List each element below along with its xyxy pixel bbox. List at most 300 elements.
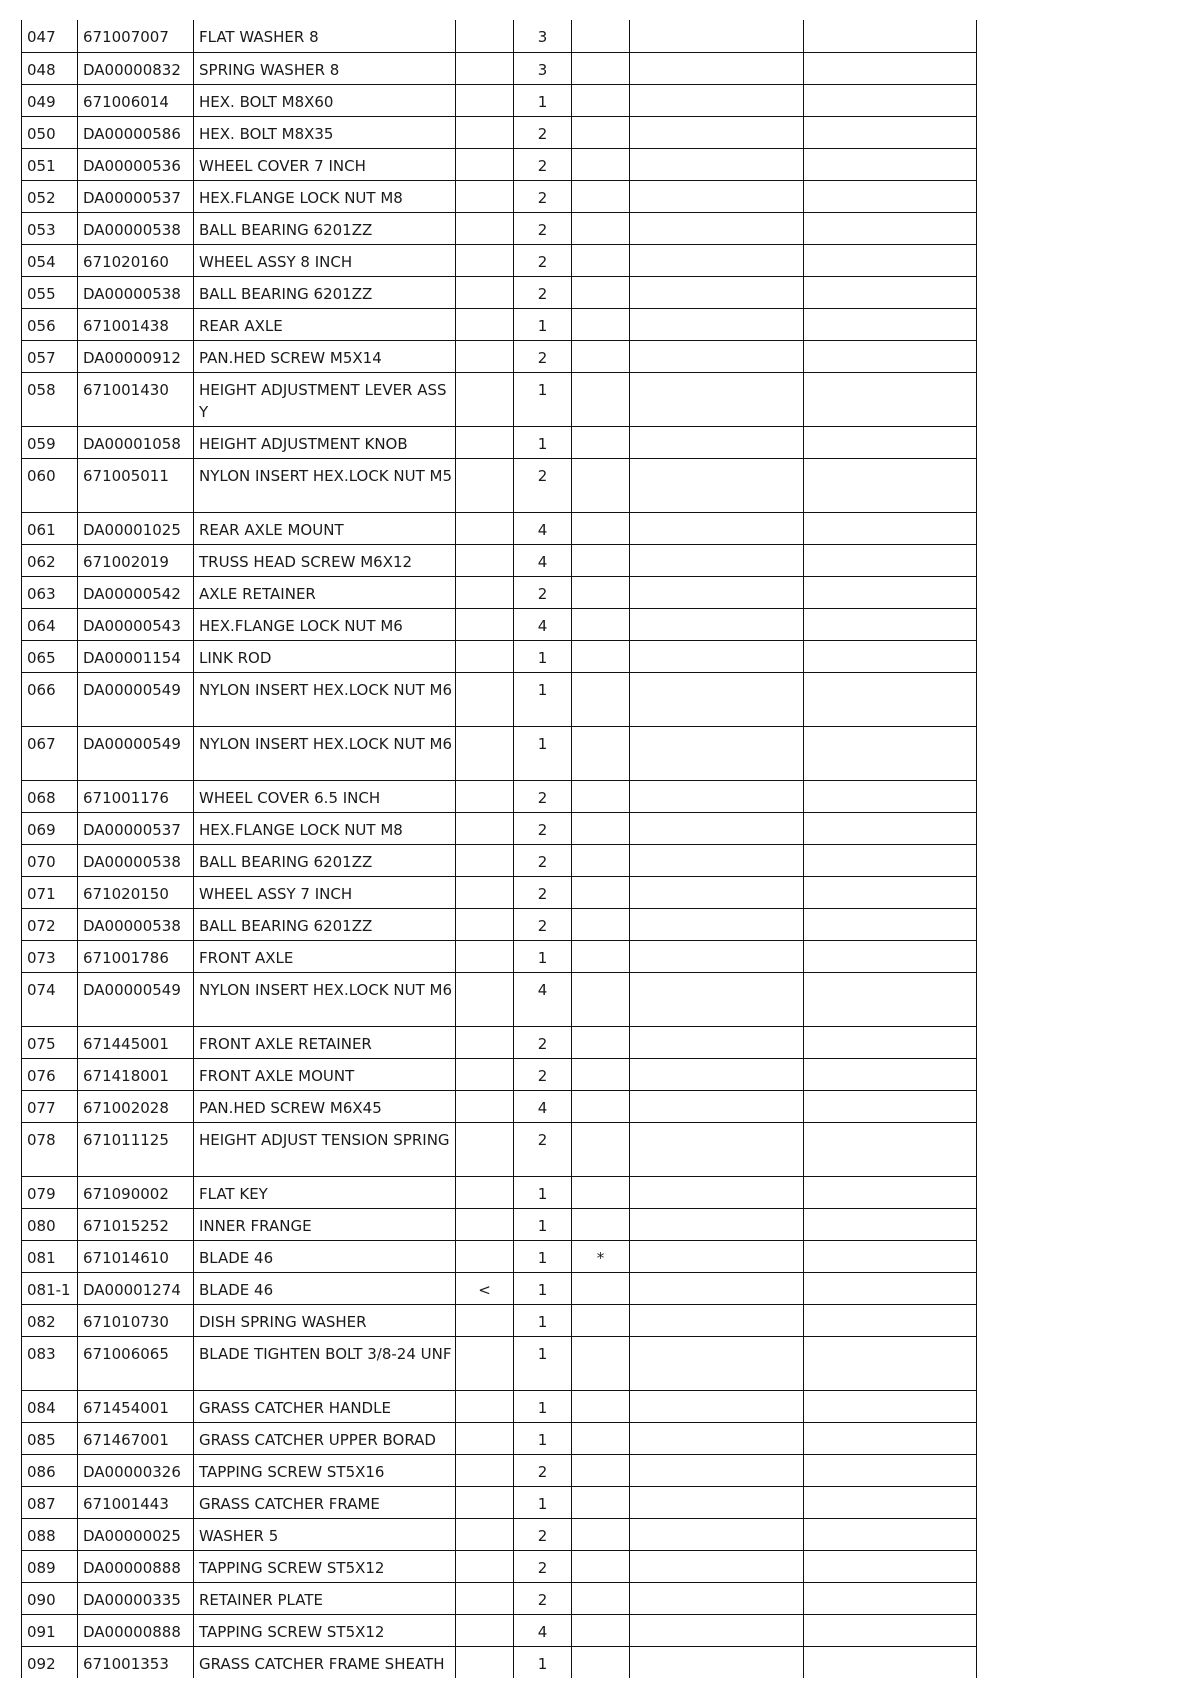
blank-cell (804, 608, 977, 640)
part-number-text: 052 (27, 188, 56, 207)
marker-cell (456, 812, 514, 844)
table-row (22, 340, 977, 372)
quantity-text: 1 (537, 648, 548, 667)
description-cell (194, 1614, 456, 1646)
part-number-text: 061 (27, 520, 56, 539)
marker-text (456, 727, 513, 733)
quantity-text: 2 (537, 916, 548, 935)
note-cell (572, 308, 630, 340)
part-code-cell (78, 308, 194, 340)
blank-cell (630, 1486, 804, 1518)
table-row (22, 780, 977, 812)
note-text (572, 53, 629, 59)
note-text (572, 909, 629, 915)
part-number-cell (22, 726, 78, 780)
description-text: SPRING WASHER 8 (199, 60, 340, 79)
blank-cell (630, 20, 804, 52)
part-code-text: DA00000538 (83, 852, 181, 871)
table-row (22, 726, 977, 780)
quantity-text: 2 (537, 220, 548, 239)
note-cell (572, 908, 630, 940)
quantity-cell (514, 1336, 572, 1390)
part-code-text: 671006014 (83, 92, 169, 111)
note-text (572, 545, 629, 551)
description-cell (194, 908, 456, 940)
part-number-cell (22, 244, 78, 276)
marker-text (456, 673, 513, 679)
description-cell (194, 876, 456, 908)
note-cell (572, 116, 630, 148)
note-text (572, 1027, 629, 1033)
description-text: BALL BEARING 6201ZZ (199, 916, 373, 935)
marker-text (456, 1519, 513, 1525)
table-row (22, 1208, 977, 1240)
description-text: GRASS CATCHER FRAME (199, 1494, 380, 1513)
description-cell (194, 1550, 456, 1582)
quantity-cell (514, 116, 572, 148)
description-cell (194, 544, 456, 576)
quantity-text: 2 (537, 1066, 548, 1085)
part-number-cell (22, 180, 78, 212)
part-code-text: DA00000912 (83, 348, 181, 367)
part-code-cell (78, 1240, 194, 1272)
part-number-cell (22, 212, 78, 244)
part-number-cell (22, 1646, 78, 1678)
blank-cell (804, 1614, 977, 1646)
blank-cell (630, 1176, 804, 1208)
description-text: FRONT AXLE (199, 948, 294, 967)
quantity-cell (514, 180, 572, 212)
quantity-cell (514, 1582, 572, 1614)
part-code-text: DA00000538 (83, 284, 181, 303)
part-code-cell (78, 908, 194, 940)
quantity-cell (514, 1240, 572, 1272)
description-text: WHEEL ASSY 8 INCH (199, 252, 353, 271)
blank-cell (630, 1422, 804, 1454)
description-cell (194, 640, 456, 672)
table-row (22, 1454, 977, 1486)
marker-text (456, 309, 513, 315)
description-cell (194, 372, 456, 426)
part-number-text: 092 (27, 1654, 56, 1673)
note-cell (572, 1176, 630, 1208)
part-code-cell (78, 244, 194, 276)
quantity-text: 2 (537, 1462, 548, 1481)
note-text (572, 1487, 629, 1493)
marker-cell (456, 544, 514, 576)
description-text: HEX. BOLT M8X35 (199, 124, 334, 143)
part-number-cell (22, 576, 78, 608)
part-code-text: DA00000326 (83, 1462, 181, 1481)
note-cell (572, 812, 630, 844)
blank-cell (804, 308, 977, 340)
marker-cell (456, 672, 514, 726)
table-row (22, 876, 977, 908)
part-number-text: 069 (27, 820, 56, 839)
description-cell (194, 1454, 456, 1486)
part-number-cell (22, 1550, 78, 1582)
description-text: HEIGHT ADJUST TENSION SPRING (199, 1130, 450, 1149)
description-text: GRASS CATCHER FRAME SHEATH (199, 1654, 445, 1673)
quantity-text: 2 (537, 1526, 548, 1545)
note-text (572, 577, 629, 583)
table-row (22, 512, 977, 544)
note-cell (572, 1454, 630, 1486)
table-row (22, 1272, 977, 1304)
blank-cell (630, 544, 804, 576)
part-number-cell (22, 458, 78, 512)
marker-cell (456, 458, 514, 512)
part-code-text: 671001176 (83, 788, 169, 807)
marker-cell (456, 1208, 514, 1240)
part-code-text: 671007007 (83, 28, 169, 46)
note-cell (572, 84, 630, 116)
table-row (22, 1390, 977, 1422)
part-code-cell (78, 844, 194, 876)
quantity-cell (514, 84, 572, 116)
description-text: GRASS CATCHER HANDLE (199, 1398, 391, 1417)
marker-cell (456, 1646, 514, 1678)
part-code-cell (78, 458, 194, 512)
part-number-text: 090 (27, 1590, 56, 1609)
part-number-cell (22, 1058, 78, 1090)
blank-cell (804, 672, 977, 726)
quantity-text: 4 (537, 552, 548, 571)
part-number-text: 081 (27, 1248, 56, 1267)
note-cell (572, 276, 630, 308)
quantity-cell (514, 780, 572, 812)
part-code-text: DA00000586 (83, 124, 181, 143)
part-code-cell (78, 426, 194, 458)
blank-cell (630, 458, 804, 512)
blank-cell (804, 458, 977, 512)
description-cell (194, 148, 456, 180)
part-code-text: 671020150 (83, 884, 169, 903)
blank-cell (804, 726, 977, 780)
part-number-cell (22, 844, 78, 876)
part-number-cell (22, 426, 78, 458)
blank-cell (630, 1240, 804, 1272)
part-code-cell (78, 372, 194, 426)
note-text (572, 1305, 629, 1311)
blank-cell (630, 1058, 804, 1090)
table-row (22, 1090, 977, 1122)
marker-text (456, 1337, 513, 1343)
description-text: PAN.HED SCREW M6X45 (199, 1098, 382, 1117)
part-number-cell (22, 20, 78, 52)
note-text (572, 1123, 629, 1129)
part-number-cell (22, 1422, 78, 1454)
quantity-text: 1 (537, 1494, 548, 1513)
blank-cell (630, 84, 804, 116)
description-text: BLADE 46 (199, 1280, 274, 1299)
part-code-text: DA00000025 (83, 1526, 181, 1545)
description-text: FRONT AXLE RETAINER (199, 1034, 372, 1053)
marker-text (456, 1423, 513, 1429)
description-text: TRUSS HEAD SCREW M6X12 (199, 552, 413, 571)
part-number-text: 056 (27, 316, 56, 335)
marker-text (456, 459, 513, 465)
marker-text (456, 973, 513, 979)
description-text: LINK ROD (199, 648, 272, 667)
part-number-cell (22, 1390, 78, 1422)
marker-text (456, 1551, 513, 1557)
note-cell (572, 608, 630, 640)
description-text: WASHER 5 (199, 1526, 279, 1545)
quantity-cell (514, 1454, 572, 1486)
part-code-cell (78, 1390, 194, 1422)
quantity-cell (514, 1090, 572, 1122)
part-number-cell (22, 84, 78, 116)
description-text: NYLON INSERT HEX.LOCK NUT M6 (199, 734, 453, 753)
part-code-text: DA00000335 (83, 1590, 181, 1609)
marker-cell (456, 244, 514, 276)
description-cell (194, 116, 456, 148)
blank-cell (630, 1550, 804, 1582)
blank-cell (804, 1176, 977, 1208)
marker-cell (456, 1304, 514, 1336)
part-number-text: 064 (27, 616, 56, 635)
description-cell (194, 212, 456, 244)
part-code-text: DA00000537 (83, 188, 181, 207)
note-cell (572, 52, 630, 84)
part-number-text: 086 (27, 1462, 56, 1481)
description-text: TAPPING SCREW ST5X12 (199, 1622, 385, 1641)
part-number-text: 087 (27, 1494, 56, 1513)
table-row (22, 812, 977, 844)
blank-cell (630, 1208, 804, 1240)
quantity-cell (514, 1486, 572, 1518)
description-cell (194, 1390, 456, 1422)
note-text (572, 427, 629, 433)
part-code-cell (78, 726, 194, 780)
note-text (572, 1615, 629, 1621)
quantity-text: 1 (537, 316, 548, 335)
marker-cell (456, 1582, 514, 1614)
marker-text (456, 513, 513, 519)
table-row (22, 908, 977, 940)
description-cell (194, 608, 456, 640)
blank-cell (804, 1422, 977, 1454)
part-code-text: 671467001 (83, 1430, 169, 1449)
blank-cell (804, 340, 977, 372)
part-code-cell (78, 1336, 194, 1390)
marker-cell (456, 908, 514, 940)
blank-cell (630, 940, 804, 972)
part-number-text: 048 (27, 60, 56, 79)
note-cell (572, 844, 630, 876)
quantity-text: 2 (537, 820, 548, 839)
part-code-text: DA00000549 (83, 734, 181, 753)
part-code-cell (78, 608, 194, 640)
table-row (22, 1240, 977, 1272)
blank-cell (804, 212, 977, 244)
note-text (572, 1519, 629, 1525)
marker-text (456, 1647, 513, 1653)
marker-cell (456, 340, 514, 372)
quantity-cell (514, 1550, 572, 1582)
part-code-text: DA00000538 (83, 220, 181, 239)
part-code-cell (78, 780, 194, 812)
part-number-text: 063 (27, 584, 56, 603)
table-row (22, 52, 977, 84)
table-row (22, 1058, 977, 1090)
blank-cell (630, 116, 804, 148)
quantity-text: 1 (537, 380, 548, 399)
blank-cell (804, 1582, 977, 1614)
blank-cell (804, 876, 977, 908)
part-code-text: DA00000888 (83, 1558, 181, 1577)
blank-cell (804, 812, 977, 844)
note-text (572, 20, 629, 26)
blank-cell (804, 426, 977, 458)
description-text: GRASS CATCHER UPPER BORAD (199, 1430, 436, 1449)
blank-cell (630, 1454, 804, 1486)
quantity-text: 1 (537, 1184, 548, 1203)
note-text (572, 245, 629, 251)
description-text: RETAINER PLATE (199, 1590, 323, 1609)
part-code-cell (78, 1582, 194, 1614)
part-code-cell (78, 84, 194, 116)
marker-text (456, 845, 513, 851)
blank-cell (804, 640, 977, 672)
quantity-cell (514, 458, 572, 512)
part-code-cell (78, 1176, 194, 1208)
table-row (22, 1176, 977, 1208)
part-code-text: 671010730 (83, 1312, 169, 1331)
part-number-text: 067 (27, 734, 56, 753)
part-code-cell (78, 1272, 194, 1304)
note-cell (572, 876, 630, 908)
table-row (22, 244, 977, 276)
quantity-text: 1 (537, 1398, 548, 1417)
note-text (572, 941, 629, 947)
marker-cell (456, 726, 514, 780)
table-row (22, 1026, 977, 1058)
part-code-cell (78, 1614, 194, 1646)
note-cell (572, 1614, 630, 1646)
note-text (572, 1091, 629, 1097)
marker-cell (456, 576, 514, 608)
marker-text (456, 277, 513, 283)
part-code-text: DA00000536 (83, 156, 181, 175)
table-row (22, 372, 977, 426)
quantity-text: 1 (537, 1248, 548, 1267)
description-text: NYLON INSERT HEX.LOCK NUT M6 (199, 980, 453, 999)
part-number-cell (22, 780, 78, 812)
blank-cell (630, 672, 804, 726)
description-cell (194, 1208, 456, 1240)
quantity-cell (514, 426, 572, 458)
note-text (572, 1423, 629, 1429)
blank-cell (630, 1272, 804, 1304)
marker-text (456, 85, 513, 91)
part-number-cell (22, 1176, 78, 1208)
note-text: * (596, 1248, 605, 1267)
part-number-cell (22, 1208, 78, 1240)
quantity-cell (514, 844, 572, 876)
note-text (572, 373, 629, 379)
quantity-cell (514, 608, 572, 640)
part-code-cell (78, 1208, 194, 1240)
part-code-text: 671090002 (83, 1184, 169, 1203)
quantity-text: 2 (537, 584, 548, 603)
blank-cell (630, 148, 804, 180)
part-code-text: 671418001 (83, 1066, 169, 1085)
part-number-text: 059 (27, 434, 56, 453)
marker-cell (456, 212, 514, 244)
blank-cell (630, 1614, 804, 1646)
part-number-cell (22, 1272, 78, 1304)
table-row (22, 1122, 977, 1176)
description-text: HEIGHT ADJUSTMENT LEVER ASSY (199, 380, 447, 421)
part-number-cell (22, 908, 78, 940)
part-code-cell (78, 940, 194, 972)
quantity-text: 2 (537, 788, 548, 807)
part-number-cell (22, 544, 78, 576)
quantity-cell (514, 940, 572, 972)
description-cell (194, 512, 456, 544)
note-text (572, 85, 629, 91)
part-code-text: DA00000549 (83, 680, 181, 699)
blank-cell (630, 180, 804, 212)
part-number-cell (22, 1486, 78, 1518)
quantity-cell (514, 726, 572, 780)
quantity-cell (514, 672, 572, 726)
note-cell (572, 244, 630, 276)
quantity-cell (514, 512, 572, 544)
part-code-cell (78, 20, 194, 52)
quantity-cell (514, 1026, 572, 1058)
note-cell (572, 458, 630, 512)
table-row (22, 180, 977, 212)
marker-text (456, 53, 513, 59)
part-number-cell (22, 512, 78, 544)
blank-cell (804, 972, 977, 1026)
description-cell (194, 1422, 456, 1454)
table-row (22, 640, 977, 672)
blank-cell (804, 1336, 977, 1390)
part-number-cell (22, 148, 78, 180)
quantity-cell (514, 244, 572, 276)
part-number-cell (22, 876, 78, 908)
marker-cell (456, 512, 514, 544)
description-cell (194, 1026, 456, 1058)
marker-text (456, 181, 513, 187)
note-text (572, 1209, 629, 1215)
part-number-cell (22, 308, 78, 340)
note-text (572, 1337, 629, 1343)
part-code-cell (78, 276, 194, 308)
description-cell (194, 972, 456, 1026)
quantity-text: 3 (537, 28, 548, 46)
note-cell (572, 1422, 630, 1454)
description-text: BLADE TIGHTEN BOLT 3/8-24 UNF (199, 1344, 452, 1363)
blank-cell (804, 1240, 977, 1272)
blank-cell (804, 544, 977, 576)
marker-cell (456, 52, 514, 84)
part-number-text: 057 (27, 348, 56, 367)
description-cell (194, 426, 456, 458)
marker-cell (456, 1058, 514, 1090)
part-number-cell (22, 1026, 78, 1058)
description-text: HEX.FLANGE LOCK NUT M6 (199, 616, 403, 635)
part-number-text: 070 (27, 852, 56, 871)
part-number-text: 047 (27, 28, 56, 46)
blank-cell (630, 812, 804, 844)
part-code-text: DA00001025 (83, 520, 181, 539)
note-text (572, 309, 629, 315)
